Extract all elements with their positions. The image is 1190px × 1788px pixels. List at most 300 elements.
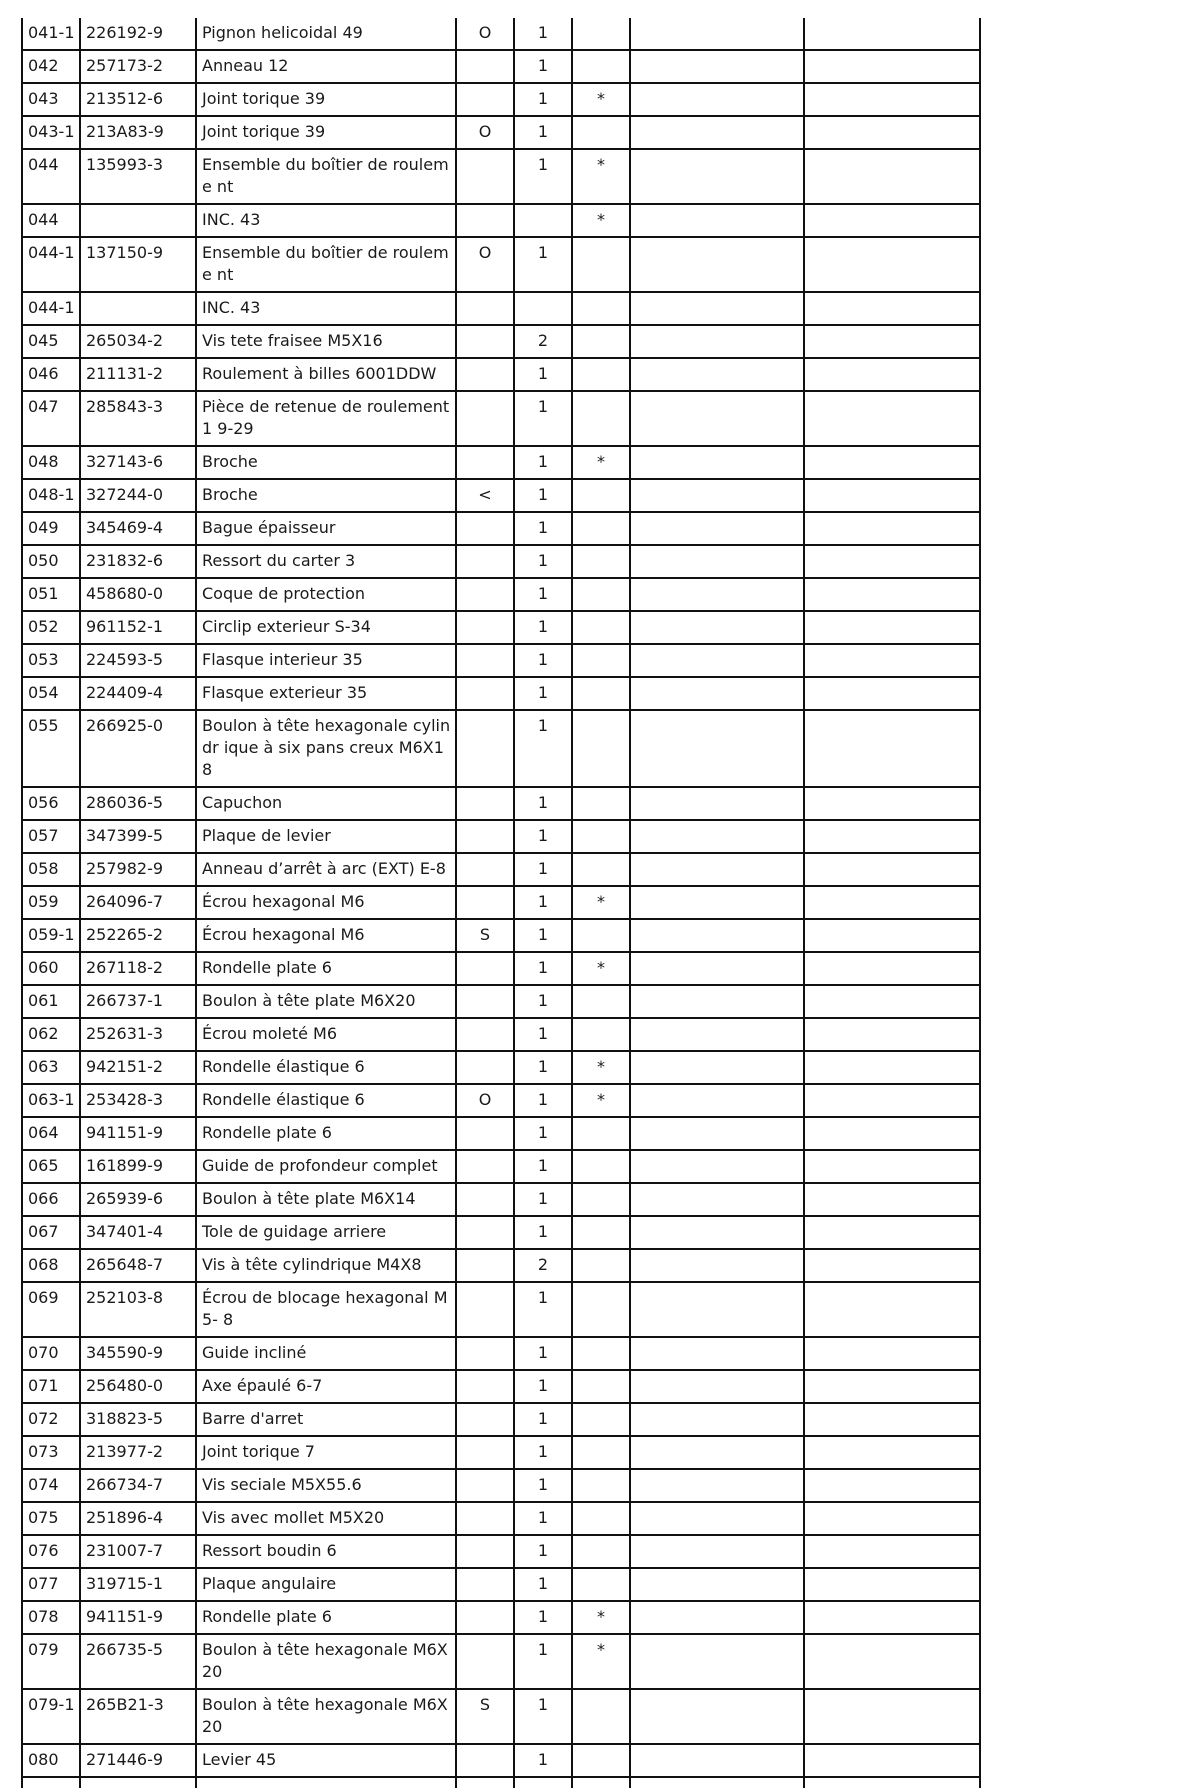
mark-cell: * <box>572 446 630 479</box>
quantity-cell: 1 <box>514 479 572 512</box>
empty-cell <box>804 1634 980 1689</box>
table-row <box>22 149 980 204</box>
code-cell <box>456 1051 514 1084</box>
part-reference-cell: 266737-1 <box>80 985 196 1018</box>
mark-cell: * <box>572 204 630 237</box>
empty-cell <box>630 446 804 479</box>
table-row <box>22 1216 980 1249</box>
description-cell: Broche <box>196 479 456 512</box>
mark-cell <box>572 1337 630 1370</box>
empty-cell <box>804 919 980 952</box>
empty-cell <box>804 358 980 391</box>
part-reference-cell: 285843-3 <box>80 391 196 446</box>
code-cell: S <box>456 919 514 952</box>
empty-cell <box>804 1689 980 1744</box>
empty-cell <box>804 18 980 50</box>
mark-cell <box>572 1469 630 1502</box>
description-cell: Boulon à tête plate M6X14 <box>196 1183 456 1216</box>
empty-cell <box>804 578 980 611</box>
table-row <box>22 677 980 710</box>
item-number-cell: 046 <box>22 358 80 391</box>
mark-cell <box>572 1018 630 1051</box>
mark-cell <box>572 1282 630 1337</box>
mark-cell <box>572 116 630 149</box>
empty-cell <box>22 1777 80 1788</box>
description-cell: Ressort boudin 6 <box>196 1535 456 1568</box>
quantity-cell: 1 <box>514 1117 572 1150</box>
item-number-cell: 067 <box>22 1216 80 1249</box>
table-row <box>22 1502 980 1535</box>
quantity-cell: 1 <box>514 83 572 116</box>
quantity-cell: 1 <box>514 611 572 644</box>
empty-cell <box>630 1601 804 1634</box>
part-reference-cell: 253428-3 <box>80 1084 196 1117</box>
code-cell <box>456 83 514 116</box>
empty-cell <box>630 116 804 149</box>
code-cell <box>456 1634 514 1689</box>
table-row <box>22 1018 980 1051</box>
description-cell: Ensemble du boîtier de rouleme nt <box>196 149 456 204</box>
part-reference-cell: 252103-8 <box>80 1282 196 1337</box>
item-number-cell: 075 <box>22 1502 80 1535</box>
empty-cell <box>630 479 804 512</box>
description-cell: Bague épaisseur <box>196 512 456 545</box>
mark-cell <box>572 919 630 952</box>
part-reference-cell: 345590-9 <box>80 1337 196 1370</box>
description-cell: Tole de guidage arriere <box>196 1216 456 1249</box>
table-row <box>22 886 980 919</box>
code-cell: O <box>456 1084 514 1117</box>
description-cell: Circlip exterieur S-34 <box>196 611 456 644</box>
empty-cell <box>804 446 980 479</box>
part-reference-cell: 257173-2 <box>80 50 196 83</box>
code-cell <box>456 1403 514 1436</box>
mark-cell: * <box>572 1084 630 1117</box>
table-row <box>22 18 980 50</box>
empty-cell <box>804 1502 980 1535</box>
empty-cell <box>80 1777 196 1788</box>
empty-cell <box>630 1249 804 1282</box>
description-cell: Broche <box>196 446 456 479</box>
empty-cell <box>804 1568 980 1601</box>
item-number-cell: 053 <box>22 644 80 677</box>
quantity-cell: 1 <box>514 116 572 149</box>
quantity-cell: 1 <box>514 1084 572 1117</box>
quantity-cell: 1 <box>514 391 572 446</box>
empty-cell <box>630 787 804 820</box>
mark-cell <box>572 710 630 787</box>
empty-cell <box>630 1051 804 1084</box>
part-reference-cell: 266734-7 <box>80 1469 196 1502</box>
part-reference-cell: 264096-7 <box>80 886 196 919</box>
quantity-cell: 1 <box>514 1469 572 1502</box>
description-cell: Boulon à tête plate M6X20 <box>196 985 456 1018</box>
empty-cell <box>804 149 980 204</box>
mark-cell <box>572 611 630 644</box>
item-number-cell: 058 <box>22 853 80 886</box>
empty-cell <box>804 1183 980 1216</box>
empty-cell <box>630 1183 804 1216</box>
table-row <box>22 83 980 116</box>
quantity-cell: 1 <box>514 952 572 985</box>
empty-cell <box>630 204 804 237</box>
description-cell: Boulon à tête hexagonale cylindr ique à six pans creux M6X18 <box>196 710 456 787</box>
quantity-cell: 1 <box>514 18 572 50</box>
description-cell: Flasque interieur 35 <box>196 644 456 677</box>
part-reference-cell: 941151-9 <box>80 1601 196 1634</box>
empty-cell <box>804 1777 980 1788</box>
empty-cell <box>630 1216 804 1249</box>
empty-cell <box>630 677 804 710</box>
table-row <box>22 1051 980 1084</box>
code-cell <box>456 677 514 710</box>
item-number-cell: 063 <box>22 1051 80 1084</box>
empty-cell <box>804 1282 980 1337</box>
item-number-cell: 065 <box>22 1150 80 1183</box>
empty-cell <box>804 1469 980 1502</box>
item-number-cell: 070 <box>22 1337 80 1370</box>
part-reference-cell: 257982-9 <box>80 853 196 886</box>
mark-cell <box>572 479 630 512</box>
empty-cell <box>804 787 980 820</box>
part-reference-cell: 319715-1 <box>80 1568 196 1601</box>
empty-cell <box>630 237 804 292</box>
description-cell: INC. 43 <box>196 204 456 237</box>
code-cell <box>456 325 514 358</box>
empty-cell <box>804 83 980 116</box>
description-cell: Écrou hexagonal M6 <box>196 886 456 919</box>
part-reference-cell: 252631-3 <box>80 1018 196 1051</box>
item-number-cell: 062 <box>22 1018 80 1051</box>
description-cell: Rondelle plate 6 <box>196 1601 456 1634</box>
code-cell: S <box>456 1689 514 1744</box>
item-number-cell: 047 <box>22 391 80 446</box>
table-row <box>22 1535 980 1568</box>
empty-cell <box>804 1150 980 1183</box>
table-row <box>22 292 980 325</box>
mark-cell <box>572 1117 630 1150</box>
table-row <box>22 50 980 83</box>
item-number-cell: 071 <box>22 1370 80 1403</box>
mark-cell: * <box>572 952 630 985</box>
table-row <box>22 1403 980 1436</box>
part-reference-cell: 265B21-3 <box>80 1689 196 1744</box>
mark-cell <box>572 50 630 83</box>
quantity-cell: 1 <box>514 853 572 886</box>
part-reference-cell: 345469-4 <box>80 512 196 545</box>
empty-cell <box>804 1436 980 1469</box>
item-number-cell: 043 <box>22 83 80 116</box>
part-reference-cell: 347399-5 <box>80 820 196 853</box>
part-reference-cell: 265939-6 <box>80 1183 196 1216</box>
empty-cell <box>804 1084 980 1117</box>
description-cell: Pièce de retenue de roulement 1 9-29 <box>196 391 456 446</box>
quantity-cell: 1 <box>514 644 572 677</box>
part-reference-cell: 266735-5 <box>80 1634 196 1689</box>
quantity-cell: 1 <box>514 446 572 479</box>
part-reference-cell: 137150-9 <box>80 237 196 292</box>
empty-cell <box>630 886 804 919</box>
item-number-cell: 072 <box>22 1403 80 1436</box>
description-cell: Plaque angulaire <box>196 1568 456 1601</box>
part-reference-cell: 211131-2 <box>80 358 196 391</box>
part-reference-cell: 327143-6 <box>80 446 196 479</box>
mark-cell <box>572 292 630 325</box>
item-number-cell: 048 <box>22 446 80 479</box>
mark-cell <box>572 1370 630 1403</box>
part-reference-cell: 224409-4 <box>80 677 196 710</box>
mark-cell <box>572 358 630 391</box>
empty-cell <box>804 1744 980 1777</box>
quantity-cell: 1 <box>514 1370 572 1403</box>
quantity-cell: 1 <box>514 1634 572 1689</box>
item-number-cell: 054 <box>22 677 80 710</box>
empty-cell <box>630 1502 804 1535</box>
description-cell: Joint torique 39 <box>196 116 456 149</box>
part-reference-cell: 941151-9 <box>80 1117 196 1150</box>
description-cell: Joint torique 7 <box>196 1436 456 1469</box>
part-reference-cell: 265648-7 <box>80 1249 196 1282</box>
empty-cell <box>630 1634 804 1689</box>
part-reference-cell: 267118-2 <box>80 952 196 985</box>
code-cell <box>456 1282 514 1337</box>
quantity-cell: 1 <box>514 985 572 1018</box>
empty-cell <box>630 644 804 677</box>
item-number-cell: 045 <box>22 325 80 358</box>
table-row <box>22 1084 980 1117</box>
code-cell <box>456 1469 514 1502</box>
mark-cell <box>572 1689 630 1744</box>
part-reference-cell: 213512-6 <box>80 83 196 116</box>
table-row <box>22 1744 980 1777</box>
code-cell <box>456 1744 514 1777</box>
empty-cell <box>630 853 804 886</box>
empty-cell <box>630 919 804 952</box>
quantity-cell: 1 <box>514 1018 572 1051</box>
empty-cell <box>804 611 980 644</box>
quantity-cell: 1 <box>514 1744 572 1777</box>
mark-cell <box>572 578 630 611</box>
part-reference-cell: 252265-2 <box>80 919 196 952</box>
code-cell <box>456 1183 514 1216</box>
table-row <box>22 578 980 611</box>
item-number-cell: 044 <box>22 204 80 237</box>
quantity-cell <box>514 204 572 237</box>
empty-cell <box>630 1018 804 1051</box>
table-row <box>22 116 980 149</box>
mark-cell <box>572 237 630 292</box>
code-cell <box>456 578 514 611</box>
table-row <box>22 446 980 479</box>
quantity-cell: 1 <box>514 710 572 787</box>
empty-cell <box>630 358 804 391</box>
mark-cell <box>572 1249 630 1282</box>
table-row <box>22 1634 980 1689</box>
description-cell: Levier 45 <box>196 1744 456 1777</box>
part-reference-cell: 266925-0 <box>80 710 196 787</box>
table-row <box>22 391 980 446</box>
code-cell <box>456 710 514 787</box>
quantity-cell: 1 <box>514 787 572 820</box>
part-reference-cell: 213977-2 <box>80 1436 196 1469</box>
empty-cell <box>630 1568 804 1601</box>
empty-cell <box>804 512 980 545</box>
table-row <box>22 1601 980 1634</box>
empty-cell <box>630 325 804 358</box>
empty-cell <box>804 1337 980 1370</box>
mark-cell <box>572 820 630 853</box>
table-row <box>22 1282 980 1337</box>
description-cell: Rondelle élastique 6 <box>196 1084 456 1117</box>
mark-cell: * <box>572 83 630 116</box>
empty-cell <box>804 820 980 853</box>
empty-cell <box>804 1117 980 1150</box>
empty-cell <box>804 985 980 1018</box>
item-number-cell: 076 <box>22 1535 80 1568</box>
code-cell: O <box>456 116 514 149</box>
mark-cell <box>572 1744 630 1777</box>
description-cell: Vis à tête cylindrique M4X8 <box>196 1249 456 1282</box>
code-cell <box>456 545 514 578</box>
item-number-cell: 080 <box>22 1744 80 1777</box>
description-cell: Barre d'arret <box>196 1403 456 1436</box>
table-row <box>22 985 980 1018</box>
item-number-cell: 044-1 <box>22 292 80 325</box>
quantity-cell: 1 <box>514 1689 572 1744</box>
mark-cell <box>572 644 630 677</box>
description-cell: Rondelle élastique 6 <box>196 1051 456 1084</box>
description-cell: Écrou de blocage hexagonal M5- 8 <box>196 1282 456 1337</box>
empty-cell <box>630 1117 804 1150</box>
description-cell: Joint torique 39 <box>196 83 456 116</box>
item-number-cell: 043-1 <box>22 116 80 149</box>
item-number-cell: 079-1 <box>22 1689 80 1744</box>
item-number-cell: 059 <box>22 886 80 919</box>
empty-cell <box>630 1282 804 1337</box>
quantity-cell: 1 <box>514 1150 572 1183</box>
part-reference-cell: 327244-0 <box>80 479 196 512</box>
table-row <box>22 611 980 644</box>
part-reference-cell: 231832-6 <box>80 545 196 578</box>
empty-cell <box>630 820 804 853</box>
part-reference-cell: 265034-2 <box>80 325 196 358</box>
part-reference-cell: 942151-2 <box>80 1051 196 1084</box>
description-cell: Vis seciale M5X55.6 <box>196 1469 456 1502</box>
item-number-cell: 074 <box>22 1469 80 1502</box>
mark-cell: * <box>572 1601 630 1634</box>
description-cell: Rondelle plate 6 <box>196 1117 456 1150</box>
part-reference-cell: 135993-3 <box>80 149 196 204</box>
description-cell: Boulon à tête hexagonale M6X20 <box>196 1689 456 1744</box>
table-row <box>22 787 980 820</box>
empty-cell <box>630 545 804 578</box>
item-number-cell: 059-1 <box>22 919 80 952</box>
empty-cell <box>804 952 980 985</box>
mark-cell <box>572 512 630 545</box>
code-cell <box>456 204 514 237</box>
empty-cell <box>630 611 804 644</box>
part-reference-cell: 318823-5 <box>80 1403 196 1436</box>
description-cell: Roulement à billes 6001DDW <box>196 358 456 391</box>
table-row <box>22 479 980 512</box>
table-row <box>22 237 980 292</box>
code-cell <box>456 1601 514 1634</box>
table-row <box>22 1689 980 1744</box>
table-row <box>22 644 980 677</box>
code-cell <box>456 1150 514 1183</box>
code-cell <box>456 391 514 446</box>
mark-cell <box>572 1535 630 1568</box>
code-cell <box>456 886 514 919</box>
empty-cell <box>630 1744 804 1777</box>
quantity-cell: 1 <box>514 1216 572 1249</box>
description-cell: Vis tete fraisee M5X16 <box>196 325 456 358</box>
empty-cell <box>630 391 804 446</box>
code-cell <box>456 611 514 644</box>
quantity-cell: 1 <box>514 886 572 919</box>
table-row <box>22 1337 980 1370</box>
code-cell <box>456 853 514 886</box>
description-cell: Rondelle plate 6 <box>196 952 456 985</box>
code-cell <box>456 1216 514 1249</box>
empty-cell <box>804 1403 980 1436</box>
description-cell: Plaque de levier <box>196 820 456 853</box>
quantity-cell: 1 <box>514 677 572 710</box>
empty-cell <box>804 677 980 710</box>
quantity-cell: 1 <box>514 820 572 853</box>
part-reference-cell: 224593-5 <box>80 644 196 677</box>
description-cell: Flasque exterieur 35 <box>196 677 456 710</box>
description-cell: Vis avec mollet M5X20 <box>196 1502 456 1535</box>
part-reference-cell <box>80 292 196 325</box>
item-number-cell: 073 <box>22 1436 80 1469</box>
empty-cell <box>804 1370 980 1403</box>
mark-cell <box>572 1502 630 1535</box>
description-cell: Anneau 12 <box>196 50 456 83</box>
table-row <box>22 358 980 391</box>
empty-cell <box>804 886 980 919</box>
empty-cell <box>804 204 980 237</box>
code-cell <box>456 358 514 391</box>
item-number-cell: 077 <box>22 1568 80 1601</box>
empty-cell <box>804 237 980 292</box>
table-row <box>22 1117 980 1150</box>
empty-cell <box>804 391 980 446</box>
empty-cell <box>630 1403 804 1436</box>
code-cell <box>456 446 514 479</box>
item-number-cell: 069 <box>22 1282 80 1337</box>
code-cell: O <box>456 237 514 292</box>
code-cell <box>456 1018 514 1051</box>
description-cell: Guide incliné <box>196 1337 456 1370</box>
table-row <box>22 919 980 952</box>
item-number-cell: 051 <box>22 578 80 611</box>
empty-cell <box>804 853 980 886</box>
parts-table-body <box>22 18 980 1788</box>
code-cell <box>456 1568 514 1601</box>
table-row <box>22 1249 980 1282</box>
empty-cell <box>630 1689 804 1744</box>
empty-cell <box>630 1535 804 1568</box>
empty-cell <box>630 149 804 204</box>
part-reference-cell: 961152-1 <box>80 611 196 644</box>
table-row <box>22 512 980 545</box>
mark-cell <box>572 1436 630 1469</box>
mark-cell <box>572 1183 630 1216</box>
table-row <box>22 325 980 358</box>
empty-cell <box>804 710 980 787</box>
description-cell: Coque de protection <box>196 578 456 611</box>
